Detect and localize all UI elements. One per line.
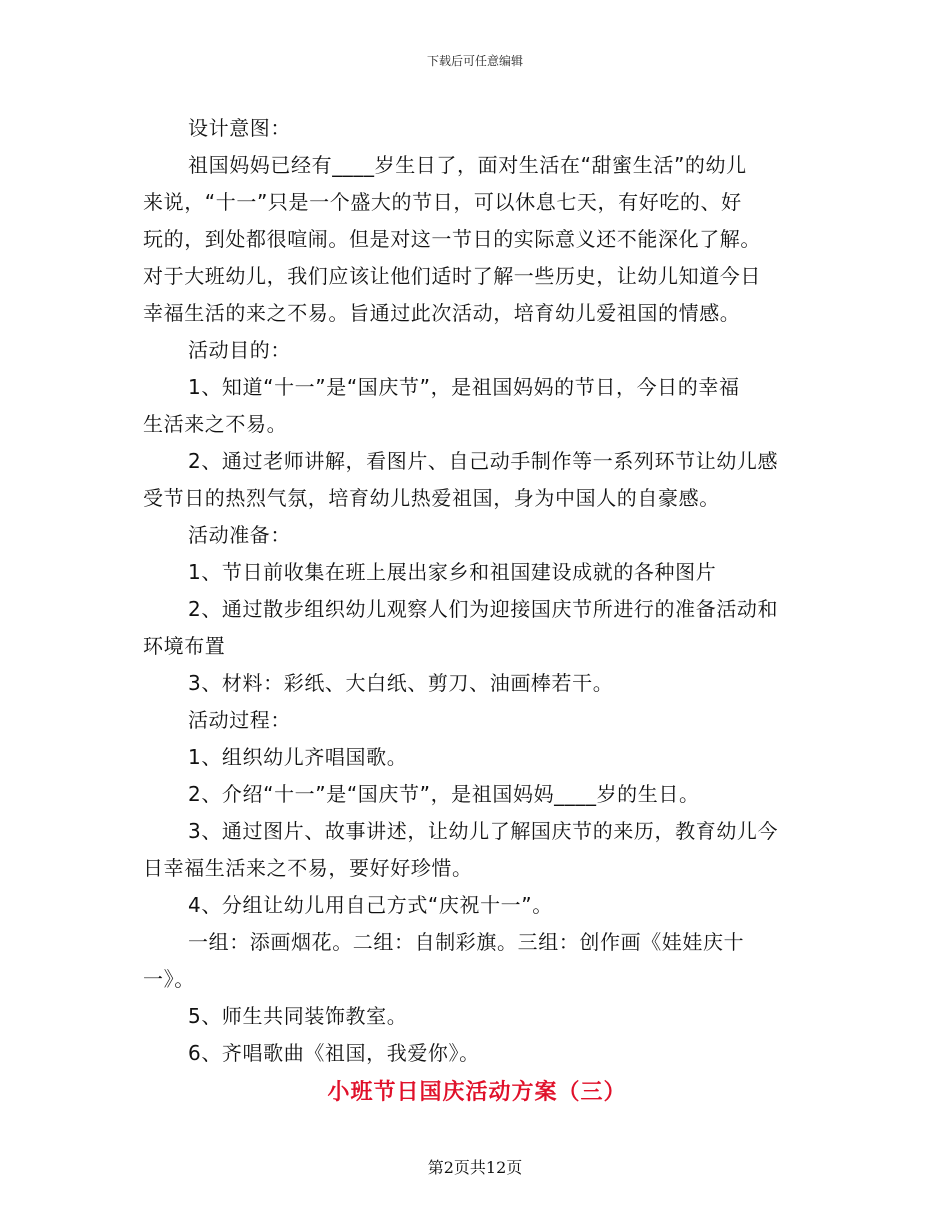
paragraph-line: 1、组织幼儿齐唱国歌。: [188, 745, 408, 769]
paragraph-line: 日幸福生活来之不易，要好好珍惜。: [143, 856, 473, 880]
paragraph-line: 6、齐唱歌曲《祖国，我爱你》。: [188, 1041, 480, 1065]
section-heading: 小班节日国庆活动方案（三）: [327, 1080, 627, 1105]
paragraph-line: 5、师生共同装饰教室。: [188, 1004, 408, 1028]
paragraph-line: 3、通过图片、故事讲述，让幼儿了解国庆节的来历，教育幼儿今: [188, 819, 779, 843]
document-body: [143, 110, 811, 1111]
paragraph-line: 活动准备：: [188, 523, 291, 547]
paragraph-line: 设计意图：: [188, 116, 291, 140]
paragraph-line: 玩的，到处都很喧闹。但是对这一节日的实际意义还不能深化了解。: [143, 227, 761, 251]
paragraph-line: 2、介绍“十一”是“国庆节”，是祖国妈妈____岁的生日。: [188, 782, 700, 806]
paragraph-line: 祖国妈妈已经有____岁生日了，面对生活在“甜蜜生活”的幼儿: [188, 153, 747, 177]
paragraph-line: 1、节日前收集在班上展出家乡和祖国建设成就的各种图片: [188, 560, 717, 584]
paragraph-line: 2、通过老师讲解，看图片、自己动手制作等一系列环节让幼儿感: [188, 449, 779, 473]
paragraph-line: 4、分组让幼儿用自己方式“庆祝十一”。: [188, 893, 553, 917]
paragraph-line: 2、通过散步组织幼儿观察人们为迎接国庆节所进行的准备活动和: [188, 597, 779, 621]
paragraph-line: 来说，“十一”只是一个盛大的节日，可以休息七天，有好吃的、好: [143, 190, 742, 214]
paragraph-line: 对于大班幼儿，我们应该让他们适时了解一些历史，让幼儿知道今日: [143, 264, 761, 288]
paragraph-line: 生活来之不易。: [143, 412, 288, 436]
paragraph-line: 一组：添画烟花。二组：自制彩旗。三组：创作画《娃娃庆十: [188, 930, 745, 954]
header-note: 下载后可任意编辑: [426, 54, 523, 68]
paragraph-line: 环境布置: [143, 634, 226, 658]
paragraph-line: 3、材料：彩纸、大白纸、剪刀、油画棒若干。: [188, 671, 614, 695]
paragraph-line: 一》。: [143, 967, 195, 991]
page-number: 第2页共12页: [427, 1158, 523, 1177]
paragraph-line: 活动目的：: [188, 338, 291, 362]
paragraph-line: 1、知道“十一”是“国庆节”，是祖国妈妈的节日，今日的幸福: [188, 375, 740, 399]
paragraph-line: 幸福生活的来之不易。旨通过此次活动，培育幼儿爱祖国的情感。: [143, 301, 741, 325]
paragraph-line: 受节日的热烈气氛，培育幼儿热爱祖国，身为中国人的自豪感。: [143, 486, 720, 510]
paragraph-line: 活动过程：: [188, 708, 291, 732]
